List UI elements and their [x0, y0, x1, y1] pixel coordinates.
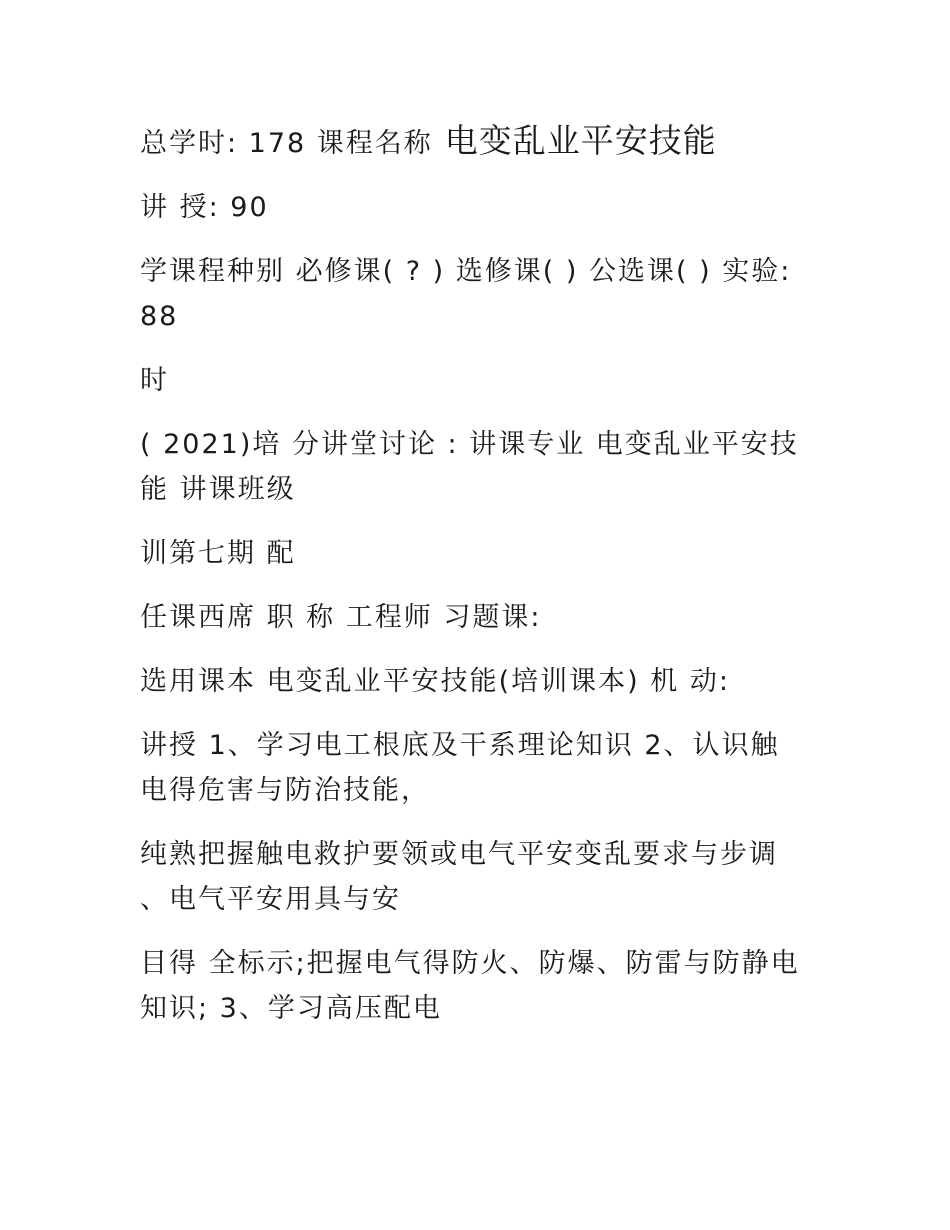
training-session-line: 训第七期 配	[140, 538, 296, 569]
textbook-line: 选用课本 电变乱业平安技能(培训课本) 机 动:	[140, 666, 730, 697]
document-body	[140, 118, 805, 1050]
total-hours-course-name-line	[140, 118, 805, 166]
lecture-hours-line: 讲 授: 90	[140, 192, 269, 223]
hours-continuation-line: 时	[140, 365, 169, 396]
discussion-major-line: ( 2021)培 分讲堂讨论 : 讲课专业 电变乱业平安技能 讲课班级	[140, 429, 799, 505]
safety-procedure-line: 纯熟把握触电救护要领或电气平安变乱要求与步调 、电气平安用具与安	[140, 839, 778, 915]
course-category-line: 学课程种别 必修课( ? ) 选修课( ) 公选课( ) 实验: 88	[140, 256, 792, 332]
objectives-line: 目得 全标示;把握电气得防火、防爆、防雷与防静电知识; 3、学习高压配电	[140, 948, 800, 1024]
instructor-title-line: 任课西席 职 称 工程师 习题课:	[140, 602, 542, 633]
total-hours-label: 总学时: 178 课程名称	[140, 128, 433, 159]
course-name-value: 电变乱业平安技能	[444, 121, 717, 160]
teaching-content-line: 讲授 1、学习电工根底及干系理论知识 2、认识触电得危害与防治技能，	[140, 730, 780, 806]
